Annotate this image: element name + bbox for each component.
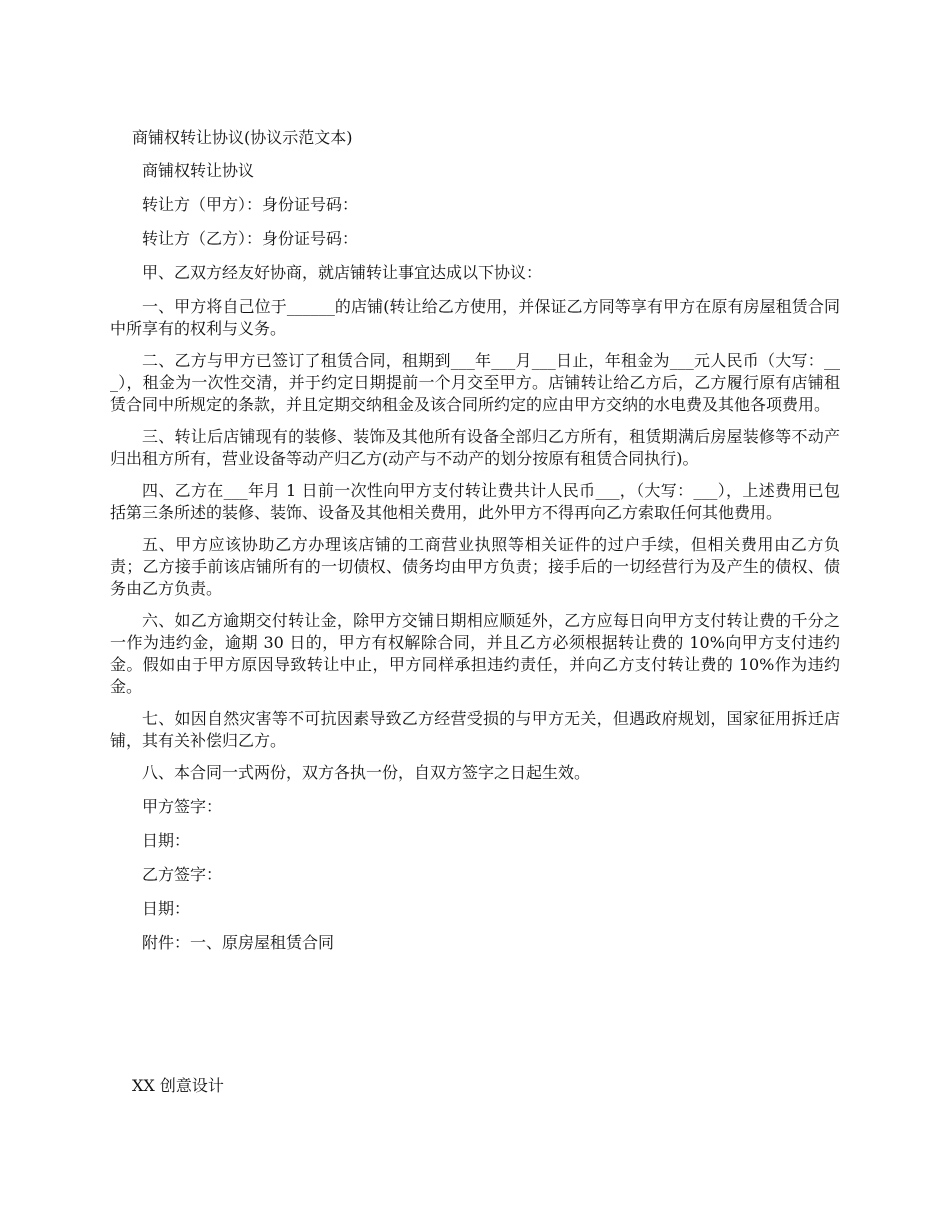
attachment-line: 附件：一、原房屋租赁合同: [142, 933, 335, 952]
clause-1: 一、甲方将自己位于______的店铺(转让给乙方使用，并保证乙方同等享有甲方在原有房屋租赁合同中所享有的权利与义务。: [110, 297, 840, 338]
party-a-date: 日期：: [142, 831, 191, 850]
clause-2: 二、乙方与甲方已签订了租赁合同，租期到___年___月___日止，年租金为___元人民币（大写：___），租金为一次性交清，并于约定日期提前一个月交至甲方。店铺转让给乙方后，乙方履行原有店铺租赁合同中所规定的条款，并且定期交纳租金及该合同所约定的应由甲方交纳的水电费及其他各项费用。: [110, 351, 840, 414]
transferor-party-a: 转让方（甲方）：身份证号码：: [142, 195, 359, 214]
agreement-intro: 甲、乙双方经友好协商，就店铺转让事宜达成以下协议：: [142, 263, 543, 282]
clause-6: 六、如乙方逾期交付转让金，除甲方交铺日期相应顺延外，乙方应每日向甲方支付转让费的千分之一作为违约金，逾期 30 日的，甲方有权解除合同，并且乙方必须根据转让费的 10%向甲方支付违约金。假如由于甲方原因导致转让中止，甲方同样承担违约责任，并向乙方支付转让费的 10%作为违约金。: [110, 611, 840, 696]
clause-7: 七、如因自然灾害等不可抗因素导致乙方经营受损的与甲方无关，但遇政府规划，国家征用拆迁店铺，其有关补偿归乙方。: [110, 709, 840, 750]
clause-4: 四、乙方在___年月 1 日前一次性向甲方支付转让费共计人民币___，（大写：___），上述费用已包括第三条所述的装修、装饰、设备及其他相关费用，此外甲方不得再向乙方索取任何其他费用。: [110, 481, 840, 522]
footer-brand: XX 创意设计: [132, 1076, 224, 1095]
document-title: 商铺权转让协议(协议示范文本): [132, 128, 353, 147]
clause-3: 三、转让后店铺现有的装修、装饰及其他所有设备全部归乙方所有，租赁期满后房屋装修等不动产归出租方所有，营业设备等动产归乙方(动产与不动产的划分按原有租赁合同执行)。: [110, 427, 840, 468]
clause-8: 八、本合同一式两份，双方各执一份，自双方签字之日起生效。: [142, 763, 591, 782]
agreement-heading: 商铺权转让协议: [142, 161, 255, 180]
clause-5: 五、甲方应该协助乙方办理该店铺的工商营业执照等相关证件的过户手续，但相关费用由乙方负责；乙方接手前该店铺所有的一切债权、债务均由甲方负责；接手后的一切经营行为及产生的债权、债务由乙方负责。: [110, 535, 840, 598]
party-b-date: 日期：: [142, 899, 191, 918]
party-b-signature: 乙方签字：: [142, 865, 223, 884]
transferee-party-b: 转让方（乙方）：身份证号码：: [142, 229, 359, 248]
document-body: [110, 160, 840, 966]
party-a-signature: 甲方签字：: [142, 797, 223, 816]
